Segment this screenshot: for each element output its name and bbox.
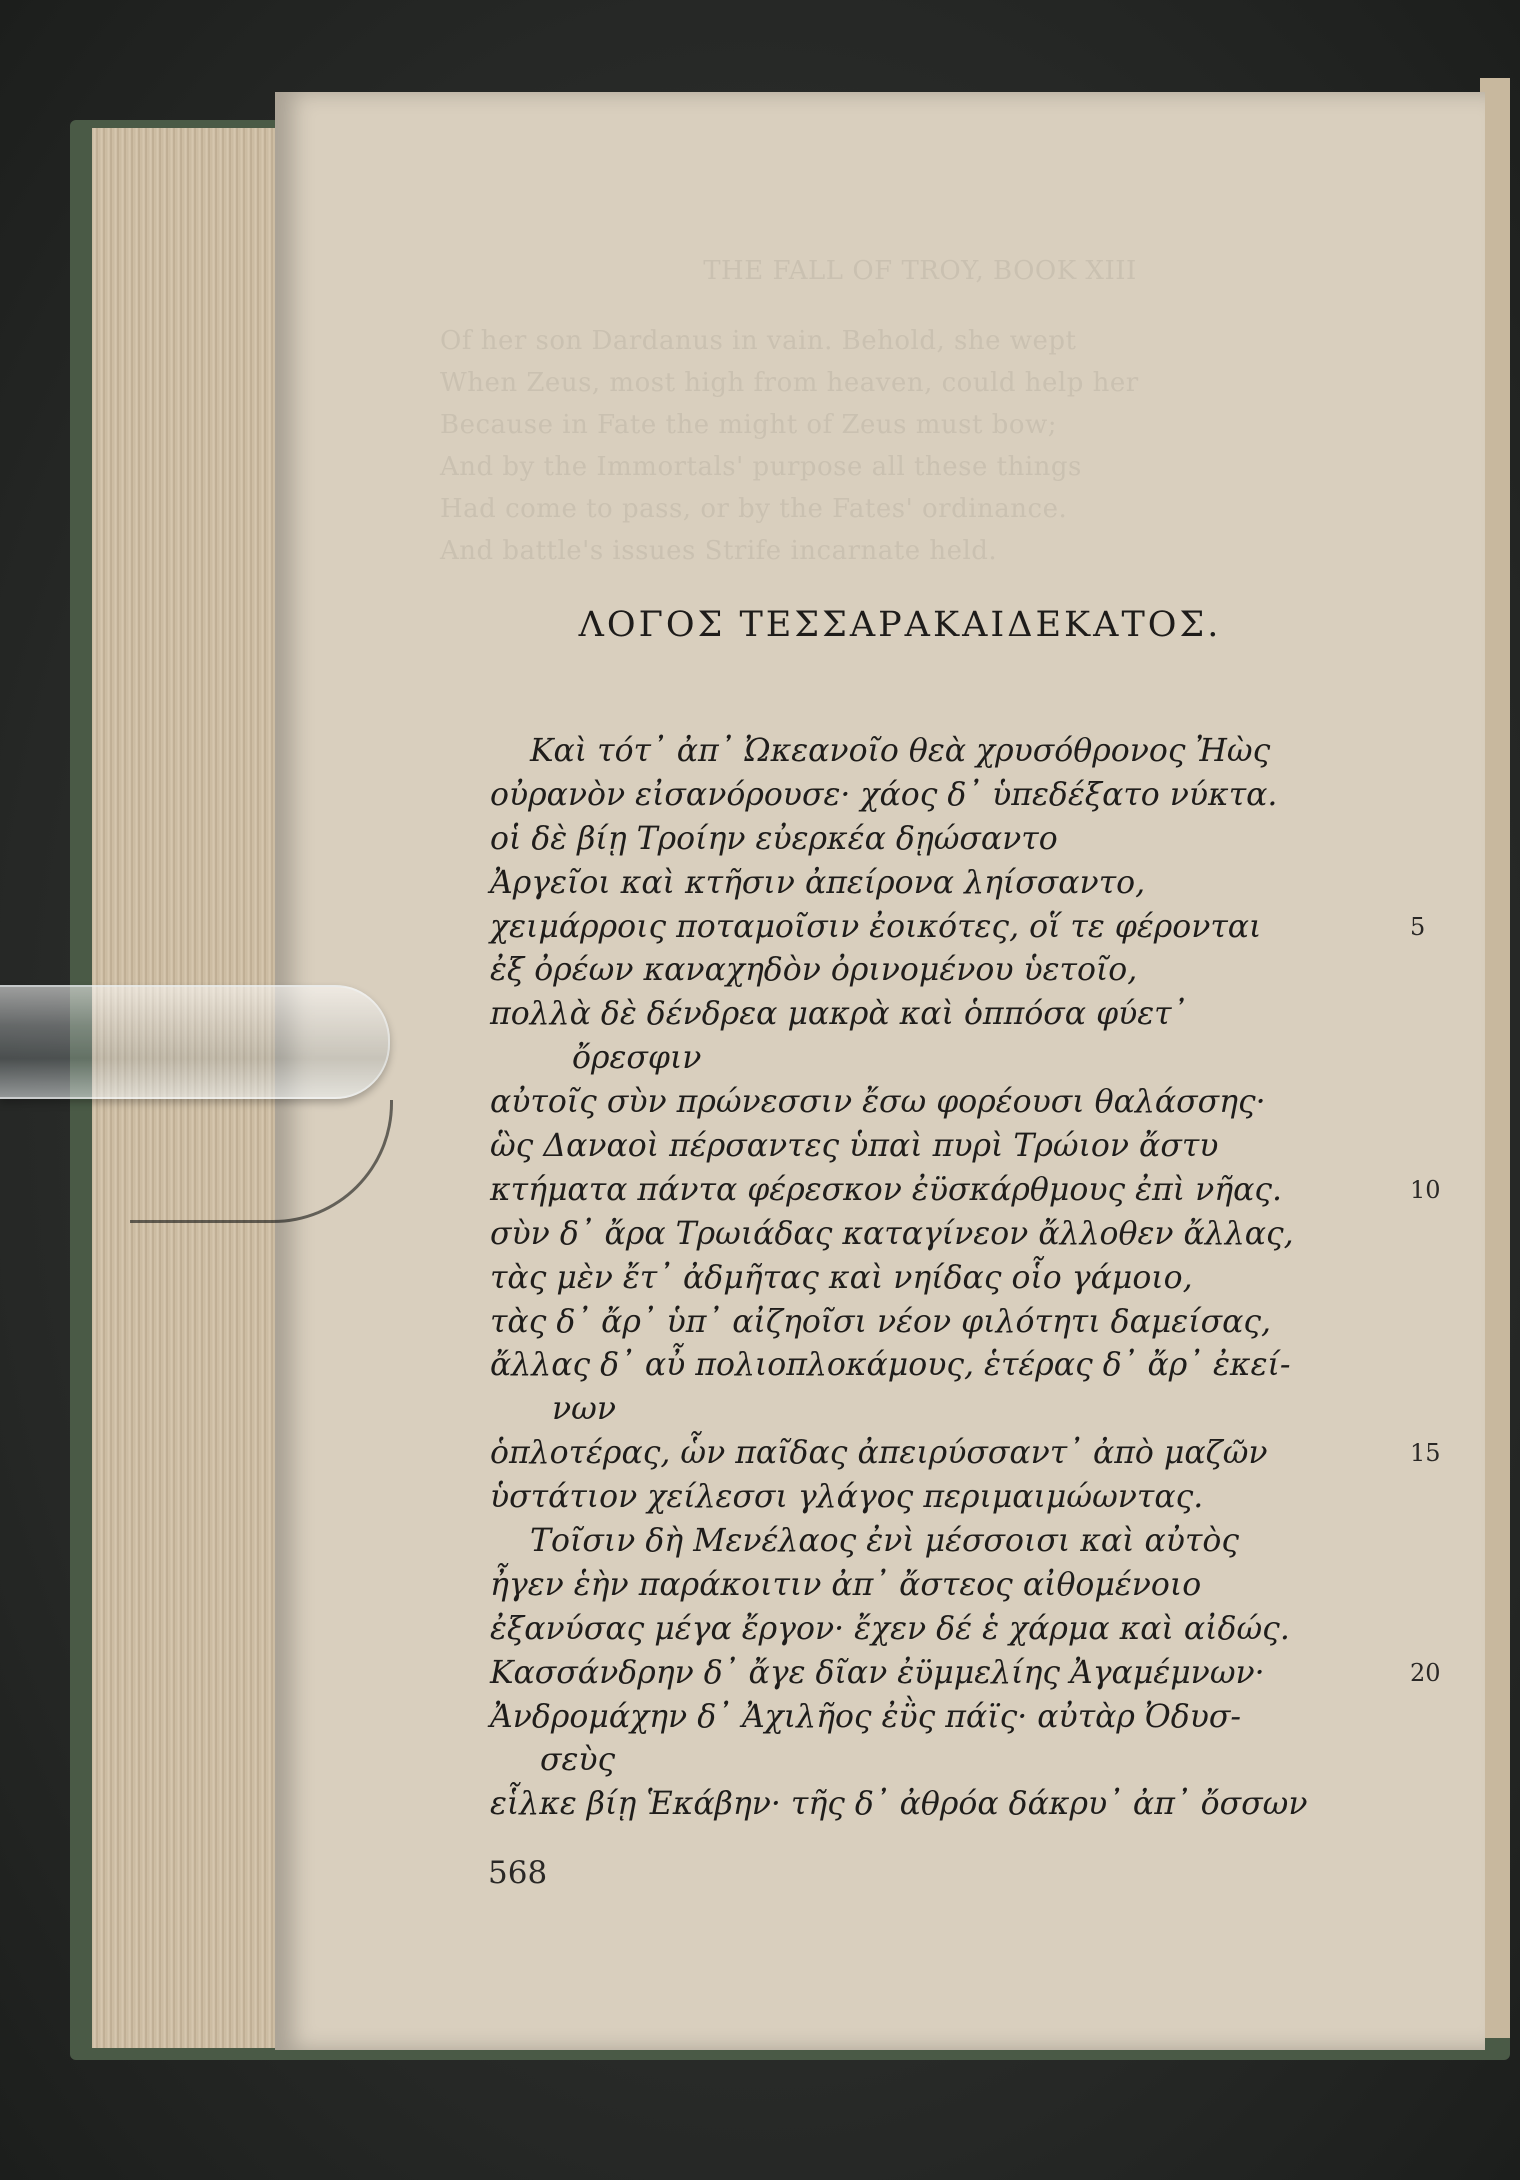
verse-line xyxy=(490,1564,1430,1608)
verse-text: κτήματα πάντα φέρεσκον ἐϋσκάρθμους ἐπὶ νῆας. xyxy=(490,1171,1283,1208)
verse-text: σεὺς xyxy=(540,1742,616,1779)
verse-line xyxy=(490,1213,1430,1257)
verse-text: ἦγεν ἑὴν παράκοιτιν ἀπ᾽ ἄστεος αἰθομένοιο xyxy=(490,1566,1202,1603)
ghost-header: THE FALL OF TROY, BOOK XIII xyxy=(703,256,1137,286)
verse-text: Ἀργεῖοι καὶ κτῆσιν ἀπείρονα ληίσσαντο, xyxy=(490,864,1146,901)
verse-text: Ἀνδρομάχην δ᾽ Ἀχιλῆος ἐῢς πάϊς· αὐτὰρ Ὀδυσ- xyxy=(490,1698,1242,1735)
verse-line xyxy=(490,730,1430,774)
verse-line xyxy=(490,1520,1430,1564)
verse-text: ἐξανύσας μέγα ἔργον· ἔχεν δέ ἑ χάρμα καὶ αἰδώς. xyxy=(490,1610,1290,1647)
verse-text: ὣς Δαναοὶ πέρσαντες ὑπαὶ πυρὶ Τρώιον ἄστυ xyxy=(490,1128,1219,1165)
verse-text: πολλὰ δὲ δένδρεα μακρὰ καὶ ὁππόσα φύετ᾽ xyxy=(490,996,1188,1033)
verse-text: οὐρανὸν εἰσανόρουσε· χάος δ᾽ ὑπεδέξατο νύκτα. xyxy=(490,776,1278,813)
verse-text: ὄρεσφιν xyxy=(572,1040,702,1077)
verse-text: οἱ δὲ βίῃ Τροίην εὐερκέα δῃώσαντο xyxy=(490,820,1058,857)
line-number: 15 xyxy=(1410,1439,1441,1468)
page-number: 568 xyxy=(488,1855,548,1891)
ghost-line: When Zeus, most high from heaven, could help her xyxy=(440,368,1139,398)
show-through-text xyxy=(440,250,1400,572)
verse-text: ὑστάτιον χείλεσσι γλάγος περιμαιμώωντας. xyxy=(490,1479,1204,1516)
verse-text: τὰς δ᾽ ἄρ᾽ ὑπ᾽ αἰζηοῖσι νέον φιλότητι δαμείσας, xyxy=(490,1303,1271,1340)
verse-line xyxy=(490,1037,1430,1081)
verse-text: ὁπλοτέρας, ὧν παῖδας ἀπειρύσσαντ᾽ ἀπὸ μαζῶν xyxy=(490,1435,1268,1472)
verse-text: Τοῖσιν δὴ Μενέλαος ἐνὶ μέσσοισι καὶ αὐτὸς xyxy=(530,1523,1239,1560)
verse-line xyxy=(490,1432,1441,1476)
verse-line xyxy=(490,1652,1441,1696)
verse-text: Καὶ τότ᾽ ἀπ᾽ Ὠκεανοῖο θεὰ χρυσόθρονος Ἠὼς xyxy=(530,733,1271,769)
ghost-line: Had come to pass, or by the Fates' ordinance. xyxy=(440,494,1068,524)
line-number: 5 xyxy=(1410,912,1426,941)
verse-text: εἷλκε βίῃ Ἑκάβην· τῆς δ᾽ ἀθρόα δάκρυ᾽ ἀπ᾽ ὄσσων xyxy=(490,1786,1308,1823)
verse-text: ἄλλας δ᾽ αὖ πολιοπλοκάμους, ἑτέρας δ᾽ ἄρ᾽ ἐκεί- xyxy=(490,1347,1291,1384)
verse-line xyxy=(490,774,1430,818)
ghost-line: Because in Fate the might of Zeus must bow; xyxy=(440,410,1058,440)
verse-line xyxy=(490,1783,1430,1827)
book-heading: ΛΟΓΟΣ ΤΕΣΣΑΡΑΚΑΙΔΕΚΑΤΟΣ. xyxy=(578,605,1222,645)
line-number: 20 xyxy=(1410,1658,1441,1687)
verse-text: ἐξ ὀρέων καναχηδὸν ὀρινομένου ὑετοῖο, xyxy=(490,952,1138,989)
verse-text: νων xyxy=(552,1391,616,1428)
verse-line xyxy=(490,1301,1430,1345)
verse-block xyxy=(490,730,1441,1827)
verse-line xyxy=(490,818,1430,862)
verse-line xyxy=(490,1169,1441,1213)
verse-line xyxy=(490,1388,1430,1432)
verse-text: Κασσάνδρην δ᾽ ἄγε δῖαν ἐϋμμελίης Ἀγαμέμνων· xyxy=(490,1654,1265,1691)
verse-line xyxy=(490,993,1430,1037)
verse-line xyxy=(490,906,1430,950)
line-number: 10 xyxy=(1410,1175,1441,1204)
verse-line xyxy=(490,1081,1430,1125)
verse-line xyxy=(490,1696,1430,1740)
verse-line xyxy=(490,949,1430,993)
verse-line xyxy=(490,1476,1430,1520)
ghost-line: And battle's issues Strife incarnate held. xyxy=(440,536,998,566)
verse-line xyxy=(490,1344,1430,1388)
verse-text: χειμάρροις ποταμοῖσιν ἐοικότες, οἵ τε φέρονται xyxy=(490,908,1262,945)
ghost-line: And by the Immortals' purpose all these things xyxy=(440,452,1082,482)
verse-line xyxy=(490,1125,1430,1169)
verse-text: αὐτοῖς σὺν πρώνεσσιν ἔσω φορέουσι θαλάσσης· xyxy=(490,1084,1266,1121)
page-clip xyxy=(0,985,390,1099)
ghost-line: Of her son Dardanus in vain. Behold, she wept xyxy=(440,326,1077,356)
verse-text: σὺν δ᾽ ἄρα Τρωιάδας καταγίνεον ἄλλοθεν ἄλλας, xyxy=(490,1215,1294,1252)
verse-line xyxy=(490,1257,1430,1301)
verse-text: τὰς μὲν ἔτ᾽ ἀδμῆτας καὶ νηίδας οἷο γάμοιο, xyxy=(490,1259,1193,1296)
verse-line xyxy=(490,1739,1430,1783)
verse-line xyxy=(490,862,1430,906)
verse-line xyxy=(490,1608,1430,1652)
